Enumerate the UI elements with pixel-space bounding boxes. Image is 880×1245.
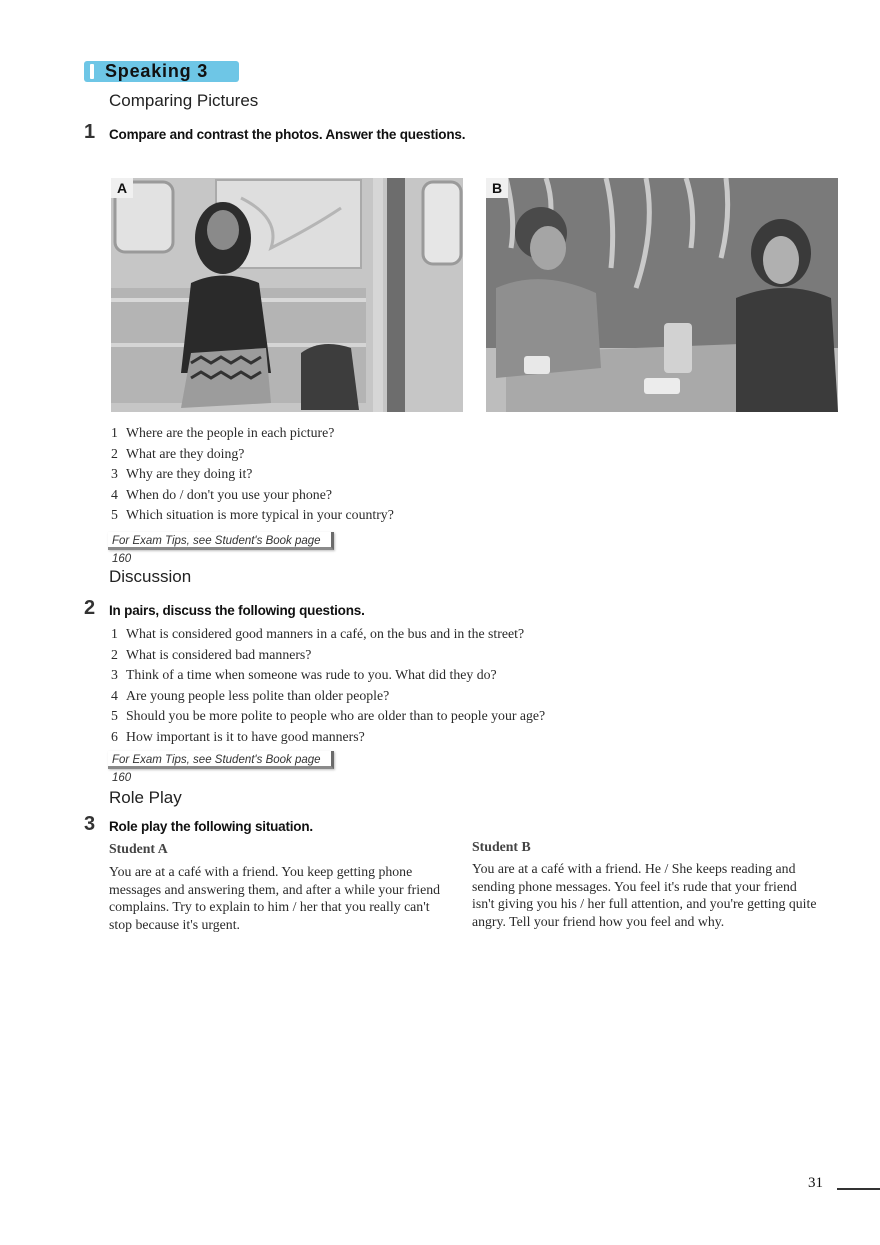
list-item: 5 Should you be more polite to people who are older than to people your age? bbox=[111, 708, 546, 723]
list-item: 6 How important is it to have good manners? bbox=[111, 728, 365, 744]
section-title-comparing-pictures: Comparing Pictures bbox=[109, 91, 259, 110]
badge-accent-bar bbox=[90, 64, 94, 79]
student-a-body: You are at a café with a friend. You keep getting phone messages and answering them, and after a while your friend complains. Try to explain to him / her that you really can't stop because it's urgent. bbox=[109, 864, 441, 932]
exercise-instruction-1: Compare and contrast the photos. Answer the questions. bbox=[109, 127, 466, 142]
photo-a-label: A bbox=[111, 178, 133, 198]
list-item: 3 Think of a time when someone was rude to you. What did they do? bbox=[111, 667, 497, 682]
student-a-heading: Student A bbox=[109, 841, 168, 856]
section-title-role-play: Role Play bbox=[109, 788, 182, 807]
question-list-1 bbox=[111, 423, 394, 526]
question-list-2 bbox=[111, 624, 545, 747]
student-b-body: You are at a café with a friend. He / She keeps reading and sending phone messages. You feel it's rude that your friend isn't giving you his / her full attention, and you're getting quite angry. Tell your friend how you feel and why. bbox=[472, 861, 817, 929]
photo-a-illustration bbox=[111, 178, 463, 412]
list-item: 3 Why are they doing it? bbox=[111, 466, 253, 481]
list-item: 2 What is considered bad manners? bbox=[111, 646, 312, 662]
photo-b bbox=[486, 178, 838, 412]
photo-b-label: B bbox=[486, 178, 508, 198]
exam-tip-box-1: For Exam Tips, see Student's Book page 160 bbox=[108, 532, 334, 550]
exam-tip-box-2: For Exam Tips, see Student's Book page 160 bbox=[108, 751, 334, 769]
list-item: 4 Are young people less polite than older people? bbox=[111, 687, 390, 703]
list-item: 1 Where are the people in each picture? bbox=[111, 425, 335, 440]
photo-a bbox=[111, 178, 463, 412]
section-badge bbox=[84, 61, 239, 82]
student-b-heading: Student B bbox=[472, 839, 531, 854]
exercise-number-3: 3 bbox=[84, 813, 96, 835]
photo-b-illustration bbox=[486, 178, 838, 412]
page-number: 31 bbox=[808, 1175, 823, 1191]
section-title-discussion: Discussion bbox=[109, 567, 192, 586]
list-item: 5 Which situation is more typical in your country? bbox=[111, 507, 394, 522]
badge-label: Speaking 3 bbox=[105, 61, 209, 81]
list-item: 4 When do / don't you use your phone? bbox=[111, 486, 332, 502]
list-item: 2 What are they doing? bbox=[111, 445, 245, 461]
page-number-rule bbox=[837, 1188, 880, 1190]
exercise-instruction-2: In pairs, discuss the following questions. bbox=[109, 603, 365, 618]
list-item: 1 What is considered good manners in a café, on the bus and in the street? bbox=[111, 626, 525, 641]
exercise-instruction-3: Role play the following situation. bbox=[109, 819, 313, 834]
exercise-number-2: 2 bbox=[84, 597, 96, 619]
exercise-number-1: 1 bbox=[84, 121, 96, 143]
